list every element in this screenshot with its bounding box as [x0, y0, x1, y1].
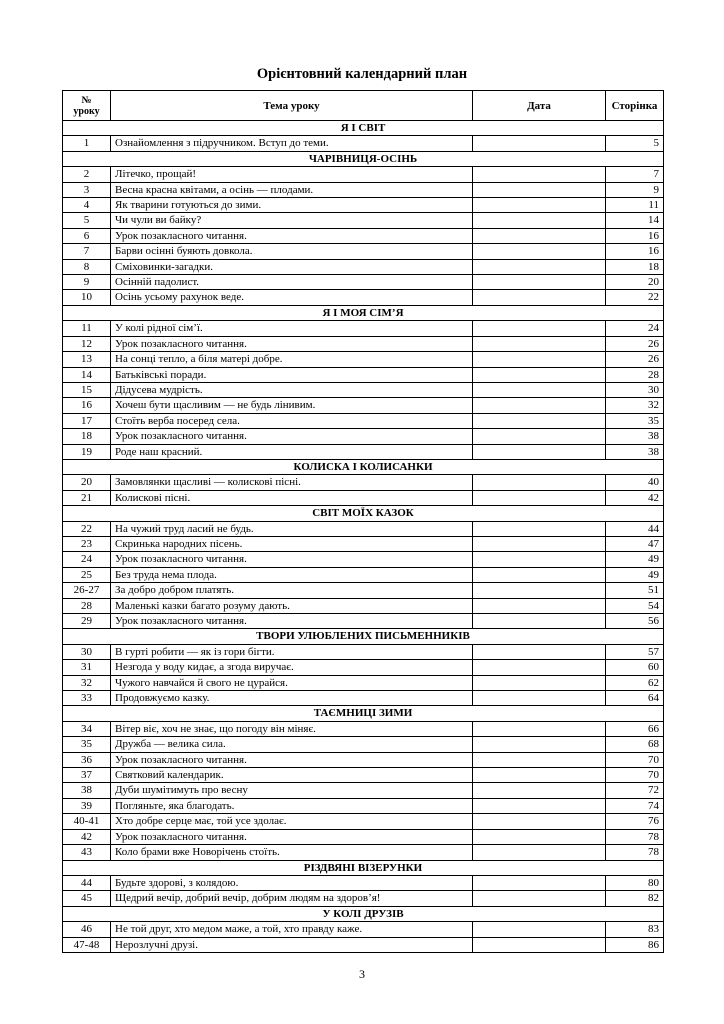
lesson-number: 33	[63, 691, 111, 706]
lesson-page: 38	[606, 429, 664, 444]
lesson-row	[63, 444, 664, 459]
page-number: 3	[359, 967, 365, 981]
lesson-date	[473, 829, 606, 844]
lesson-date	[473, 228, 606, 243]
lesson-row	[63, 398, 664, 413]
lesson-number: 47-48	[63, 937, 111, 952]
lesson-row	[63, 660, 664, 675]
lesson-topic: Вітер віє, хоч не знає, що погоду він міняє.	[111, 721, 473, 736]
section-heading: ТАЄМНИЦІ ЗИМИ	[63, 706, 664, 721]
lesson-topic: Урок позакласного читання.	[111, 336, 473, 351]
lesson-number: 24	[63, 552, 111, 567]
lesson-date	[473, 290, 606, 305]
lesson-row	[63, 675, 664, 690]
lesson-date	[473, 167, 606, 182]
lesson-row	[63, 937, 664, 952]
lesson-date	[473, 691, 606, 706]
lesson-number: 32	[63, 675, 111, 690]
lesson-date	[473, 259, 606, 274]
lesson-page: 28	[606, 367, 664, 382]
lesson-page: 62	[606, 675, 664, 690]
lesson-number: 5	[63, 213, 111, 228]
lesson-row	[63, 213, 664, 228]
section-row	[63, 459, 664, 474]
lesson-number: 7	[63, 244, 111, 259]
lesson-date	[473, 845, 606, 860]
lesson-number: 17	[63, 413, 111, 428]
lesson-page: 9	[606, 182, 664, 197]
lesson-page: 72	[606, 783, 664, 798]
lesson-row	[63, 336, 664, 351]
lesson-number: 4	[63, 198, 111, 213]
lesson-topic: В гурті робити — як із гори бігти.	[111, 644, 473, 659]
lesson-number: 23	[63, 536, 111, 551]
lesson-topic: Як тварини готуються до зими.	[111, 198, 473, 213]
lesson-number: 18	[63, 429, 111, 444]
lesson-page: 20	[606, 275, 664, 290]
lesson-row	[63, 321, 664, 336]
lesson-date	[473, 937, 606, 952]
lesson-topic: Без труда нема плода.	[111, 567, 473, 582]
lesson-date	[473, 475, 606, 490]
lesson-row	[63, 829, 664, 844]
lesson-row	[63, 228, 664, 243]
lesson-row	[63, 783, 664, 798]
lesson-page: 49	[606, 552, 664, 567]
lesson-row	[63, 814, 664, 829]
lesson-date	[473, 490, 606, 505]
header-number-sign: №	[81, 94, 92, 106]
lesson-date	[473, 429, 606, 444]
lesson-topic: Коло брами вже Новорічень стоїть.	[111, 845, 473, 860]
lesson-row	[63, 521, 664, 536]
section-row	[63, 121, 664, 136]
lesson-date	[473, 367, 606, 382]
lesson-number: 28	[63, 598, 111, 613]
lesson-date	[473, 213, 606, 228]
section-heading: ЧАРІВНИЦЯ-ОСІНЬ	[63, 151, 664, 166]
lesson-page: 7	[606, 167, 664, 182]
lesson-number: 13	[63, 352, 111, 367]
lesson-page: 83	[606, 922, 664, 937]
lesson-date	[473, 321, 606, 336]
lesson-number: 42	[63, 829, 111, 844]
section-row	[63, 906, 664, 921]
lesson-number: 26-27	[63, 583, 111, 598]
lesson-page: 42	[606, 490, 664, 505]
lesson-page: 11	[606, 198, 664, 213]
lesson-date	[473, 398, 606, 413]
lesson-date	[473, 752, 606, 767]
lesson-date	[473, 598, 606, 613]
lesson-date	[473, 382, 606, 397]
lesson-row	[63, 136, 664, 151]
lesson-date	[473, 583, 606, 598]
lesson-topic: Скринька народних пісень.	[111, 536, 473, 551]
lesson-number: 15	[63, 382, 111, 397]
lesson-row	[63, 691, 664, 706]
lesson-topic: Барви осінні буяють довкола.	[111, 244, 473, 259]
lesson-topic: За добро добром платять.	[111, 583, 473, 598]
lesson-row	[63, 290, 664, 305]
lesson-number: 11	[63, 321, 111, 336]
lesson-number: 12	[63, 336, 111, 351]
lesson-page: 47	[606, 536, 664, 551]
lesson-number: 29	[63, 614, 111, 629]
lesson-number: 45	[63, 891, 111, 906]
lesson-topic: Хочеш бути щасливим — не будь лінивим.	[111, 398, 473, 413]
lesson-date	[473, 244, 606, 259]
lesson-row	[63, 644, 664, 659]
lesson-number: 19	[63, 444, 111, 459]
lesson-page: 35	[606, 413, 664, 428]
lesson-topic: Нерозлучні друзі.	[111, 937, 473, 952]
lesson-page: 30	[606, 382, 664, 397]
lesson-number: 21	[63, 490, 111, 505]
lesson-number: 9	[63, 275, 111, 290]
lesson-page: 26	[606, 352, 664, 367]
lesson-row	[63, 429, 664, 444]
lesson-page: 54	[606, 598, 664, 613]
lesson-page: 14	[606, 213, 664, 228]
lesson-date	[473, 198, 606, 213]
lesson-page: 74	[606, 798, 664, 813]
lesson-page: 68	[606, 737, 664, 752]
lesson-page: 22	[606, 290, 664, 305]
lesson-page: 5	[606, 136, 664, 151]
lesson-date	[473, 675, 606, 690]
lesson-row	[63, 737, 664, 752]
section-heading: КОЛИСКА І КОЛИСАНКИ	[63, 459, 664, 474]
lesson-row	[63, 167, 664, 182]
lesson-topic: Урок позакласного читання.	[111, 552, 473, 567]
section-row	[63, 629, 664, 644]
table-header-row	[63, 91, 664, 121]
header-topic: Тема уроку	[111, 91, 473, 121]
lesson-date	[473, 275, 606, 290]
lesson-number: 22	[63, 521, 111, 536]
lesson-date	[473, 891, 606, 906]
table-body	[63, 121, 664, 953]
lesson-number: 38	[63, 783, 111, 798]
lesson-number: 6	[63, 228, 111, 243]
lesson-number: 36	[63, 752, 111, 767]
section-heading: СВІТ МОЇХ КАЗОК	[63, 506, 664, 521]
lesson-date	[473, 536, 606, 551]
lesson-topic: Дуби шумітимуть про весну	[111, 783, 473, 798]
lesson-date	[473, 644, 606, 659]
lesson-topic: Осінній падолист.	[111, 275, 473, 290]
section-row	[63, 151, 664, 166]
lesson-topic: Весна красна квітами, а осінь — плодами.	[111, 182, 473, 197]
lesson-page: 78	[606, 845, 664, 860]
lesson-topic: На чужий труд ласий не будь.	[111, 521, 473, 536]
header-lesson-number	[63, 91, 111, 121]
lesson-date	[473, 721, 606, 736]
lesson-topic: Осінь усьому рахунок веде.	[111, 290, 473, 305]
lesson-row	[63, 352, 664, 367]
lesson-topic: Будьте здорові, з колядою.	[111, 875, 473, 890]
lesson-date	[473, 352, 606, 367]
lesson-page: 51	[606, 583, 664, 598]
lesson-number: 39	[63, 798, 111, 813]
lesson-topic: Урок позакласного читання.	[111, 829, 473, 844]
calendar-plan-table	[62, 90, 664, 953]
lesson-date	[473, 660, 606, 675]
section-heading: РІЗДВЯНІ ВІЗЕРУНКИ	[63, 860, 664, 875]
lesson-topic: Погляньте, яка благодать.	[111, 798, 473, 813]
lesson-topic: Замовлянки щасливі — колискові пісні.	[111, 475, 473, 490]
lesson-page: 78	[606, 829, 664, 844]
lesson-row	[63, 845, 664, 860]
lesson-row	[63, 244, 664, 259]
section-row	[63, 706, 664, 721]
lesson-topic: Стоїть верба посеред села.	[111, 413, 473, 428]
lesson-page: 66	[606, 721, 664, 736]
header-page: Сторінка	[606, 91, 664, 121]
lesson-date	[473, 798, 606, 813]
section-heading: ТВОРИ УЛЮБЛЕНИХ ПИСЬМЕННИКІВ	[63, 629, 664, 644]
lesson-page: 16	[606, 244, 664, 259]
lesson-number: 44	[63, 875, 111, 890]
lesson-number: 31	[63, 660, 111, 675]
lesson-page: 60	[606, 660, 664, 675]
lesson-number: 3	[63, 182, 111, 197]
lesson-topic: Літечко, прощай!	[111, 167, 473, 182]
lesson-number: 43	[63, 845, 111, 860]
lesson-page: 86	[606, 937, 664, 952]
lesson-page: 80	[606, 875, 664, 890]
lesson-topic: Батьківські поради.	[111, 367, 473, 382]
section-heading: Я І СВІТ	[63, 121, 664, 136]
lesson-topic: Не той друг, хто медом маже, а той, хто правду каже.	[111, 922, 473, 937]
lesson-page: 44	[606, 521, 664, 536]
lesson-number: 20	[63, 475, 111, 490]
lesson-page: 70	[606, 752, 664, 767]
lesson-date	[473, 922, 606, 937]
lesson-date	[473, 567, 606, 582]
lesson-row	[63, 567, 664, 582]
lesson-topic: Урок позакласного читання.	[111, 614, 473, 629]
header-lesson-word: уроку	[73, 105, 100, 117]
lesson-number: 1	[63, 136, 111, 151]
lesson-page: 64	[606, 691, 664, 706]
lesson-row	[63, 198, 664, 213]
page-title: Орієнтовний календарний план	[256, 66, 468, 82]
lesson-page: 40	[606, 475, 664, 490]
lesson-row	[63, 413, 664, 428]
lesson-page: 32	[606, 398, 664, 413]
section-row	[63, 860, 664, 875]
lesson-topic: У колі рідної сім’ї.	[111, 321, 473, 336]
lesson-topic: Роде наш красний.	[111, 444, 473, 459]
lesson-topic: Чужого навчайся й свого не цурайся.	[111, 675, 473, 690]
lesson-number: 35	[63, 737, 111, 752]
lesson-date	[473, 444, 606, 459]
lesson-row	[63, 721, 664, 736]
lesson-row	[63, 382, 664, 397]
section-heading: Я І МОЯ СІМ’Я	[63, 305, 664, 320]
lesson-row	[63, 583, 664, 598]
lesson-number: 25	[63, 567, 111, 582]
lesson-row	[63, 768, 664, 783]
lesson-page: 57	[606, 644, 664, 659]
lesson-date	[473, 552, 606, 567]
lesson-number: 34	[63, 721, 111, 736]
lesson-date	[473, 768, 606, 783]
lesson-number: 37	[63, 768, 111, 783]
lesson-topic: Колискові пісні.	[111, 490, 473, 505]
section-row	[63, 506, 664, 521]
lesson-number: 16	[63, 398, 111, 413]
lesson-topic: Незгода у воду кидає, а згода виручає.	[111, 660, 473, 675]
lesson-page: 16	[606, 228, 664, 243]
lesson-number: 46	[63, 922, 111, 937]
lesson-number: 2	[63, 167, 111, 182]
lesson-page: 76	[606, 814, 664, 829]
lesson-page: 26	[606, 336, 664, 351]
lesson-topic: Дідусева мудрість.	[111, 382, 473, 397]
lesson-row	[63, 598, 664, 613]
lesson-date	[473, 875, 606, 890]
lesson-date	[473, 737, 606, 752]
lesson-row	[63, 798, 664, 813]
lesson-date	[473, 182, 606, 197]
lesson-date	[473, 136, 606, 151]
lesson-row	[63, 875, 664, 890]
lesson-row	[63, 367, 664, 382]
lesson-topic: Урок позакласного читання.	[111, 429, 473, 444]
lesson-topic: Дружба — велика сила.	[111, 737, 473, 752]
lesson-page: 56	[606, 614, 664, 629]
lesson-number: 10	[63, 290, 111, 305]
lesson-date	[473, 413, 606, 428]
lesson-topic: Щедрий вечір, добрий вечір, добрим людям на здоров’я!	[111, 891, 473, 906]
lesson-row	[63, 614, 664, 629]
lesson-topic: Сміховинки-загадки.	[111, 259, 473, 274]
lesson-date	[473, 336, 606, 351]
lesson-page: 24	[606, 321, 664, 336]
lesson-topic: Урок позакласного читання.	[111, 752, 473, 767]
lesson-topic: На сонці тепло, а біля матері добре.	[111, 352, 473, 367]
section-row	[63, 305, 664, 320]
lesson-topic: Святковий календарик.	[111, 768, 473, 783]
lesson-topic: Продовжуємо казку.	[111, 691, 473, 706]
lesson-page: 38	[606, 444, 664, 459]
lesson-number: 30	[63, 644, 111, 659]
lesson-page: 70	[606, 768, 664, 783]
lesson-number: 14	[63, 367, 111, 382]
lesson-row	[63, 490, 664, 505]
lesson-row	[63, 552, 664, 567]
lesson-topic: Урок позакласного читання.	[111, 228, 473, 243]
lesson-row	[63, 922, 664, 937]
lesson-row	[63, 275, 664, 290]
lesson-topic: Ознайомлення з підручником. Вступ до теми.	[111, 136, 473, 151]
lesson-topic: Чи чули ви байку?	[111, 213, 473, 228]
lesson-date	[473, 814, 606, 829]
lesson-date	[473, 783, 606, 798]
lesson-topic: Маленькі казки багато розуму дають.	[111, 598, 473, 613]
lesson-row	[63, 891, 664, 906]
lesson-page: 18	[606, 259, 664, 274]
header-date: Дата	[473, 91, 606, 121]
lesson-row	[63, 536, 664, 551]
lesson-row	[63, 182, 664, 197]
lesson-date	[473, 521, 606, 536]
lesson-date	[473, 614, 606, 629]
lesson-topic: Хто добре серце має, той усе здолає.	[111, 814, 473, 829]
lesson-row	[63, 475, 664, 490]
lesson-page: 49	[606, 567, 664, 582]
lesson-number: 40-41	[63, 814, 111, 829]
lesson-number: 8	[63, 259, 111, 274]
lesson-row	[63, 752, 664, 767]
section-heading: У КОЛІ ДРУЗІВ	[63, 906, 664, 921]
lesson-page: 82	[606, 891, 664, 906]
lesson-row	[63, 259, 664, 274]
